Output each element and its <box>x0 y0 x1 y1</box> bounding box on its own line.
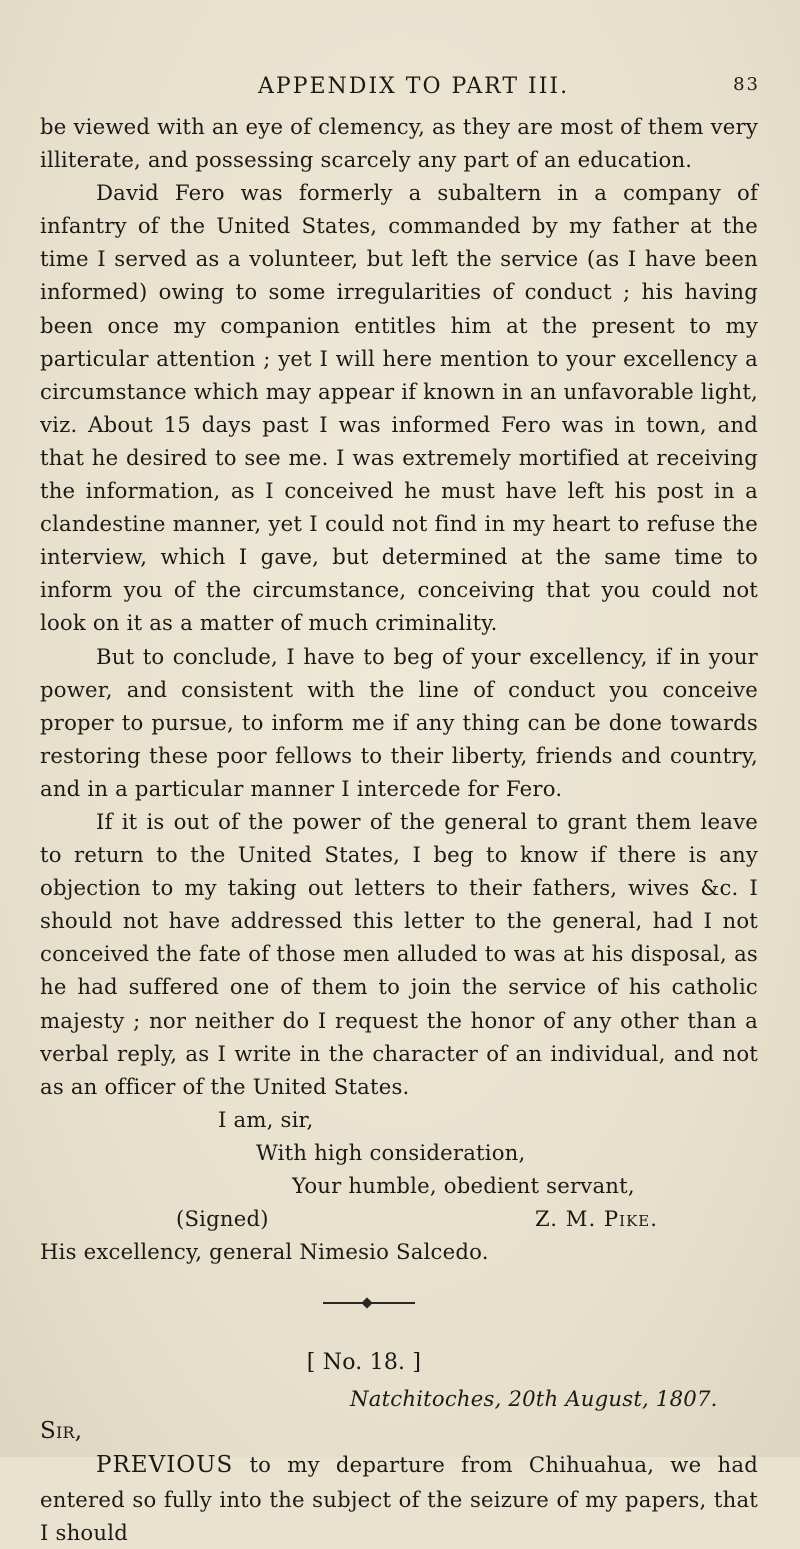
running-title: APPENDIX TO PART III. <box>258 74 570 99</box>
letter-number: [ No. 18. ] <box>306 1350 422 1376</box>
page-number: 83 <box>733 74 760 95</box>
paragraph-request: If it is out of the power of the general to grant them leave to return to the United States, I beg to know if there is any objection to my taking out letters to their fathers, wives &c. I should not have addressed this letter to the general, had I not conceived the fate of those men alluded to was at his disposal, as he had suffered one of them to join the service of his catholic majesty ; nor neither do I request the honor of any other than a verbal reply, as I write in the character of an individual, and not as an officer of the United States. <box>40 808 758 1099</box>
letter-dateline: Natchitoches, 20th August, 1807. <box>350 1386 718 1412</box>
page-body <box>40 110 758 1549</box>
lead-word: PREVIOUS <box>96 1452 234 1479</box>
running-header <box>258 74 760 106</box>
addressee: His excellency, general Nimesio Salcedo. <box>40 1239 489 1265</box>
closing-line-1: I am, sir, <box>218 1106 314 1132</box>
letter-salutation: Sir, <box>40 1418 83 1445</box>
signed-label: (Signed) <box>176 1206 269 1232</box>
closing-line-2: With high consideration, <box>256 1139 526 1165</box>
paragraph-continued: be viewed with an eye of clemency, as they are most of them very illiterate, and possessing scarcely any part of an education. <box>40 114 758 173</box>
lead-text: to my departure from Chihuahua, we had entered so fully into the subject of the seizure of my papers, that I should <box>40 1452 758 1545</box>
paragraph-conclude: But to conclude, I have to beg of your excellency, if in your power, and consistent with the line of conduct you conceive proper to pursue, to inform me if any thing can be done towards restoring these poor fellows to their liberty, friends and country, and in a particular manner I intercede for Fero. <box>40 643 758 801</box>
signature-line <box>40 1202 758 1235</box>
section-divider <box>40 1292 758 1316</box>
closing-line-3: Your humble, obedient servant, <box>292 1173 635 1198</box>
paragraph-fero: David Fero was formerly a subaltern in a company of infantry of the United States, commanded by my father at the time I served as a volunteer, but left the service (as I have been informed) owing to some irregularities of conduct ; his having been once my companion entitles him at the present to my particular attention ; yet I will here mention to your excellency a circumstance which may appear if known in an unfavorable light, viz. About 15 days past I was informed Fero was in town, and that he desired to see me. I was extremely mortified at receiving the information, as I conceived he must have left his post in a clandestine manner, yet I could not find in my heart to refuse the interview, which I gave, but determined at the same time to inform you of the circumstance, conceiving that you could not look on it as a matter of much criminality. <box>40 180 758 636</box>
signature-name: Z. M. Pike. <box>534 1206 658 1232</box>
letter-opening <box>40 1448 758 1548</box>
letter-closing <box>40 1103 758 1268</box>
